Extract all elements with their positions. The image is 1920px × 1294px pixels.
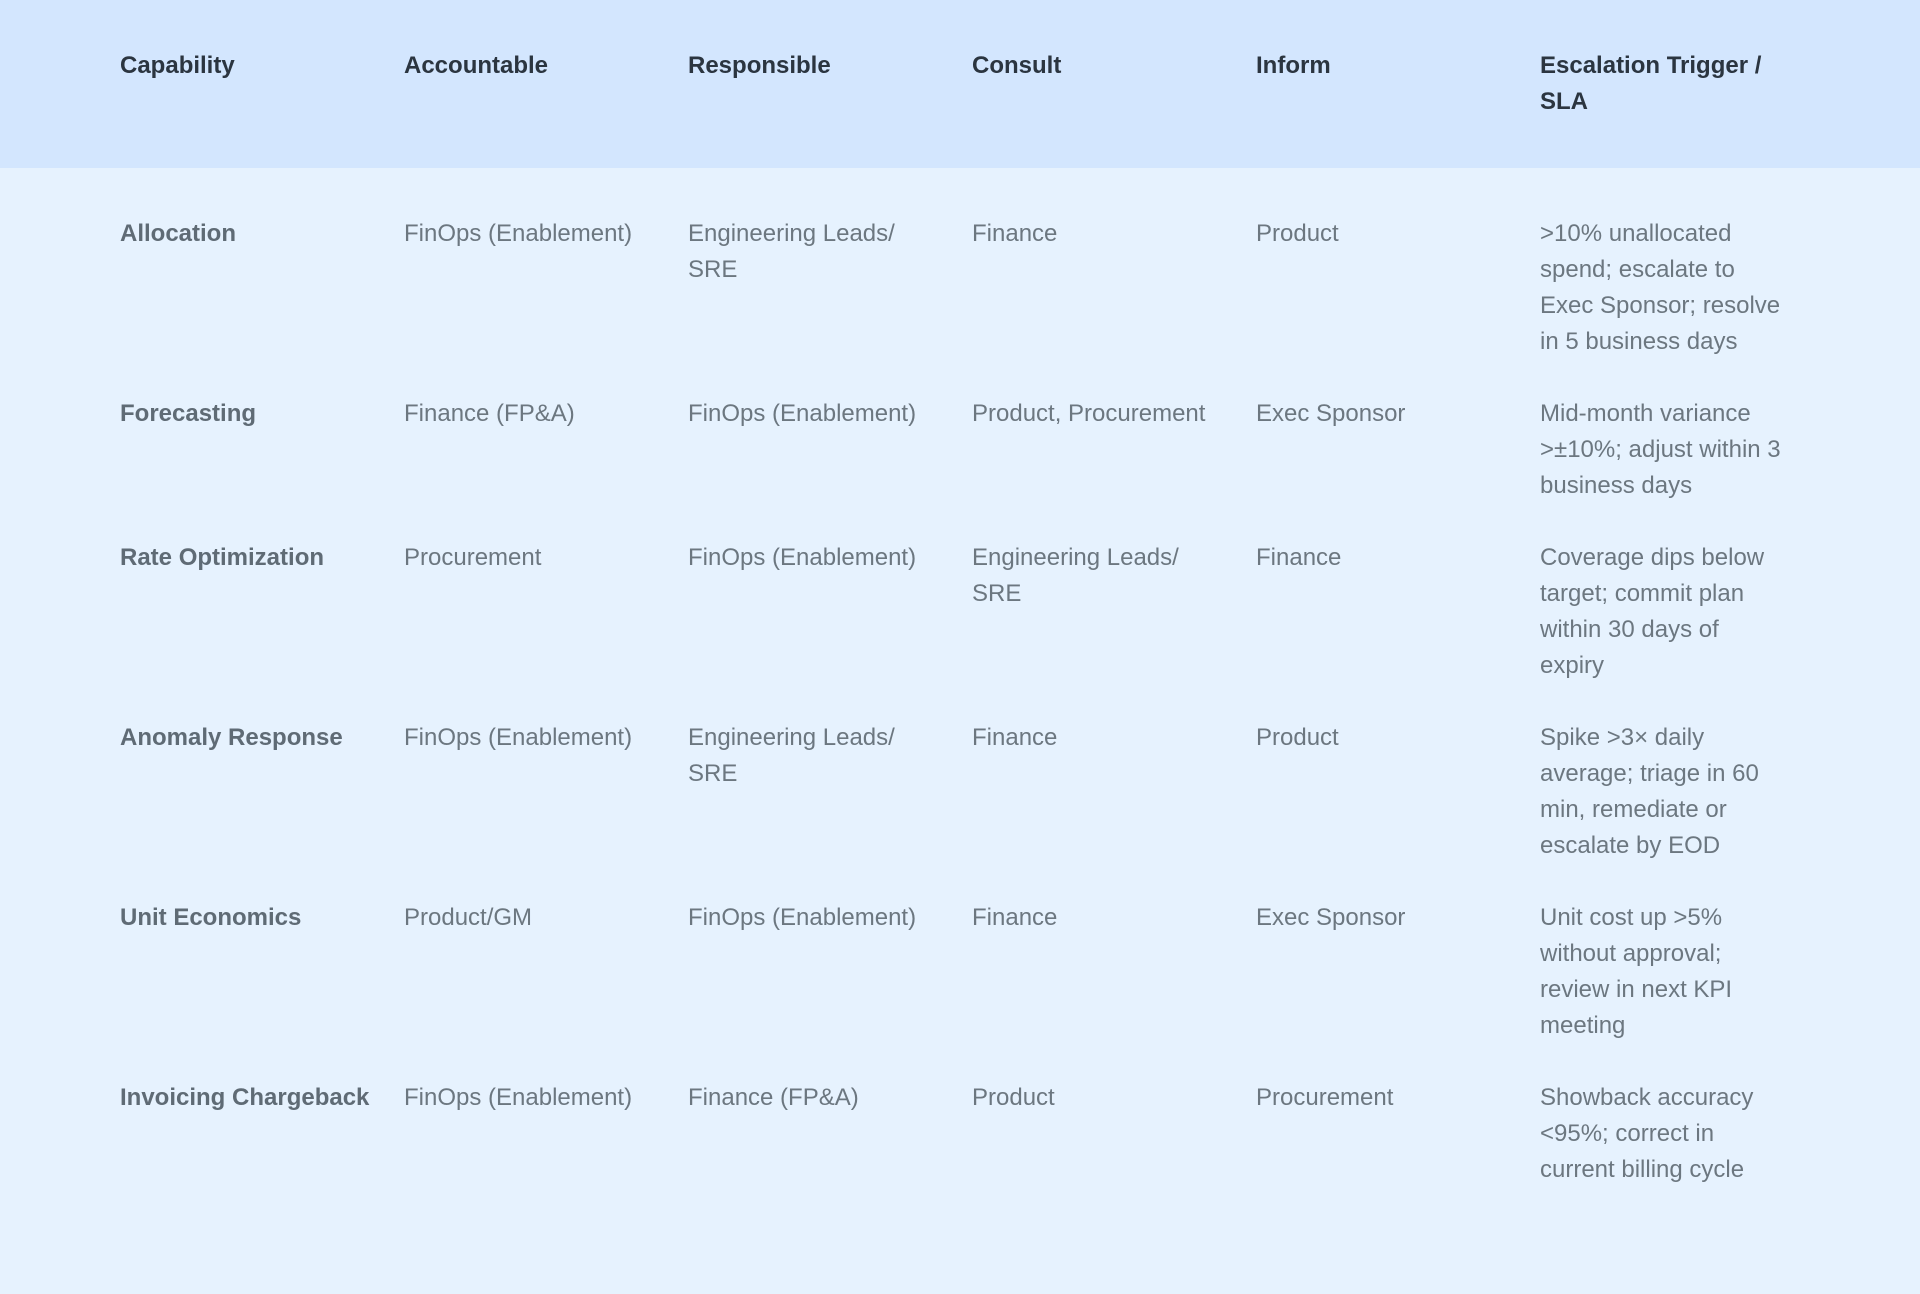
- cell-accountable: FinOps (Enablement): [404, 220, 633, 247]
- table-row: [0, 168, 1920, 396]
- cell-consult: Product: [972, 1084, 1055, 1111]
- cell-consult: Product, Procurement: [972, 400, 1206, 427]
- table-row: [0, 396, 1920, 540]
- cell-accountable: Product/GM: [404, 904, 533, 931]
- table-header: [0, 0, 1920, 168]
- cell-accountable: Procurement: [404, 544, 542, 571]
- cell-accountable: FinOps (Enablement): [404, 1084, 633, 1111]
- cell-capability: Invoicing Chargeback: [120, 1084, 370, 1111]
- cell-escalation: Spike >3× daily average; triage in 60 min, remediate or escalate by EOD: [1540, 724, 1759, 859]
- table-row: [0, 720, 1920, 900]
- cell-escalation: Showback accuracy <95%; correct in current billing cycle: [1540, 1084, 1754, 1183]
- header-responsible: Responsible: [688, 52, 831, 79]
- cell-inform: Product: [1256, 220, 1339, 247]
- cell-responsible: Engineering Leads/ SRE: [688, 220, 895, 283]
- cell-escalation: Mid-month variance >±10%; adjust within 3 business days: [1540, 400, 1781, 499]
- cell-inform: Finance: [1256, 544, 1342, 571]
- cell-escalation: >10% unallocated spend; escalate to Exec Sponsor; resolve in 5 business days: [1540, 220, 1781, 355]
- table-row: [0, 1080, 1920, 1224]
- cell-consult: Finance: [972, 904, 1058, 931]
- cell-responsible: Engineering Leads/ SRE: [688, 724, 895, 787]
- cell-capability: Unit Economics: [120, 904, 302, 931]
- table-row: [0, 900, 1920, 1080]
- header-row: [0, 0, 1920, 168]
- header-inform: Inform: [1256, 52, 1331, 79]
- cell-capability: Forecasting: [120, 400, 257, 427]
- cell-consult: Finance: [972, 220, 1058, 247]
- cell-escalation: Unit cost up >5% without approval; review in next KPI meeting: [1540, 904, 1733, 1039]
- header-capability: Capability: [120, 52, 235, 79]
- cell-inform: Exec Sponsor: [1256, 904, 1406, 931]
- cell-responsible: FinOps (Enablement): [688, 904, 917, 931]
- header-spacer-left: [0, 0, 120, 168]
- header-escalation: Escalation Trigger / SLA: [1540, 52, 1762, 115]
- header-spacer-right: [1812, 0, 1920, 168]
- cell-escalation: Coverage dips below target; commit plan within 30 days of expiry: [1540, 544, 1765, 679]
- cell-capability: Allocation: [120, 220, 237, 247]
- cell-accountable: FinOps (Enablement): [404, 724, 633, 751]
- cell-responsible: FinOps (Enablement): [688, 400, 917, 427]
- header-accountable: Accountable: [404, 52, 549, 79]
- cell-inform: Exec Sponsor: [1256, 400, 1406, 427]
- cell-capability: Anomaly Response: [120, 724, 343, 751]
- cell-inform: Product: [1256, 724, 1339, 751]
- cell-consult: Engineering Leads/ SRE: [972, 544, 1179, 607]
- cell-consult: Finance: [972, 724, 1058, 751]
- table-row: [0, 540, 1920, 720]
- cell-responsible: FinOps (Enablement): [688, 544, 917, 571]
- cell-capability: Rate Optimization: [120, 544, 325, 571]
- header-consult: Consult: [972, 52, 1062, 79]
- cell-accountable: Finance (FP&A): [404, 400, 575, 427]
- table-body: [0, 168, 1920, 1224]
- cell-responsible: Finance (FP&A): [688, 1084, 859, 1111]
- cell-inform: Procurement: [1256, 1084, 1394, 1111]
